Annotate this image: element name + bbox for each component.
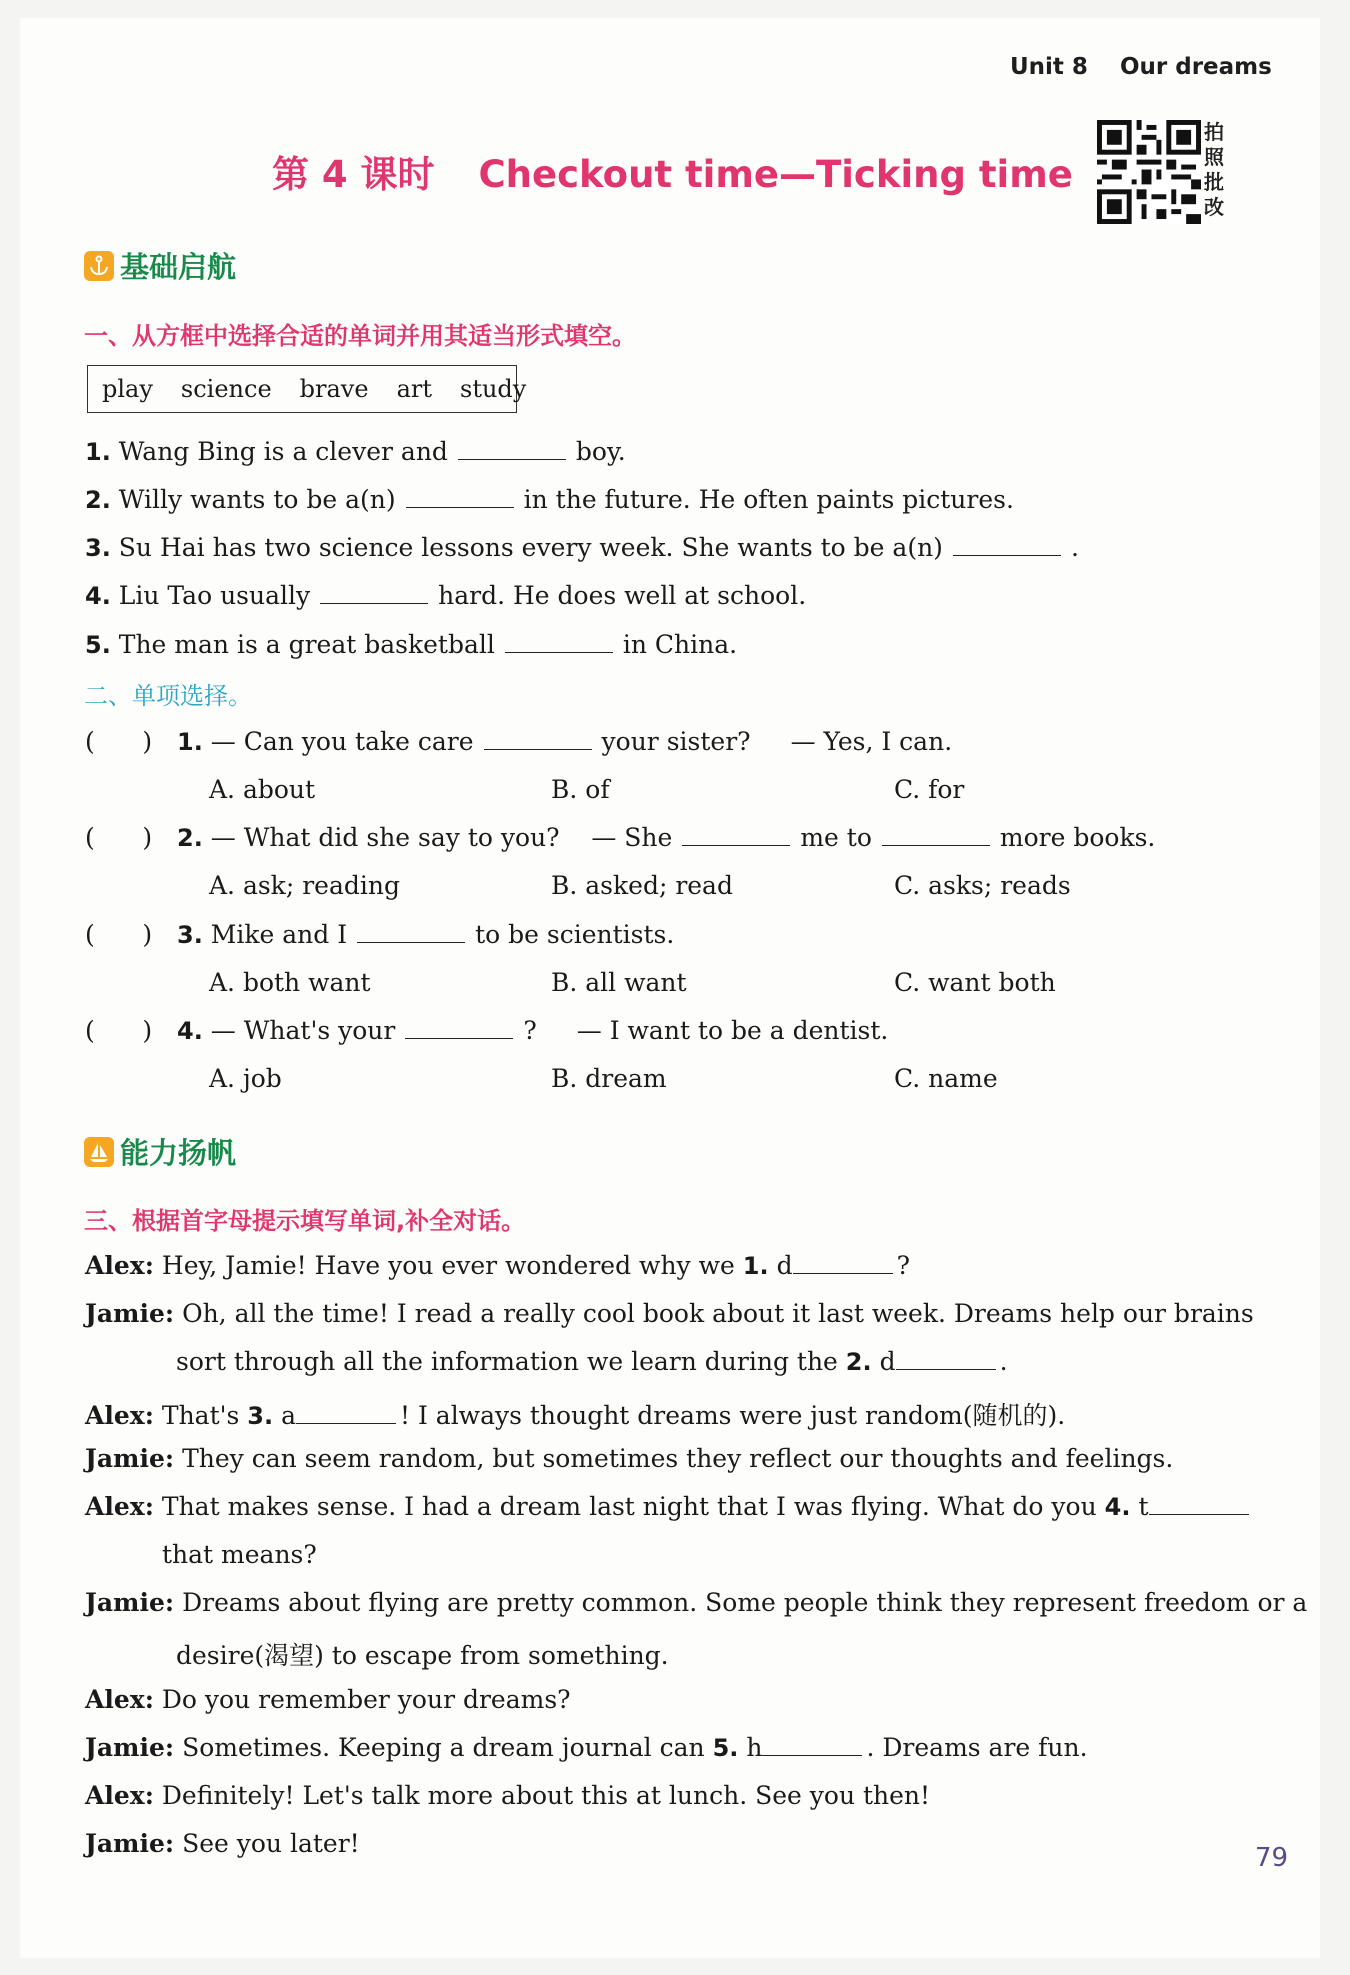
dialogue-line: Jamie: Oh, all the time! I read a really cool book about it last week. Dreams help our brains (85, 1299, 1254, 1328)
answer-blank[interactable] (882, 825, 990, 846)
dialogue-line: Alex: That makes sense. I had a dream last night that I was flying. What do you 4. t (85, 1492, 1253, 1521)
lesson-number: 第 4 课时 (272, 153, 435, 196)
sail-icon (84, 1137, 114, 1167)
option-b[interactable]: B. of (551, 775, 610, 804)
answer-blank[interactable] (1149, 1494, 1249, 1515)
fill-item: 2. Willy wants to be a(n) in the future. He often paints pictures. (85, 485, 1014, 514)
answer-blank[interactable] (296, 1403, 396, 1424)
choice-question: 1. — Can you take care your sister? — Yes, I can. (177, 727, 953, 756)
dialogue-line: Alex: Hey, Jamie! Have you ever wondered why we 1. d ? (85, 1251, 910, 1280)
section-heading-ability: 能力扬帆 (84, 1131, 236, 1172)
answer-blank[interactable] (320, 583, 428, 604)
answer-blank[interactable] (762, 1735, 862, 1756)
answer-paren[interactable]: ( ) (85, 920, 153, 949)
dialogue-line: Jamie: They can seem random, but sometimes they reflect our thoughts and feelings. (85, 1444, 1174, 1473)
word: study (460, 375, 527, 403)
answer-blank[interactable] (505, 632, 613, 653)
option-c[interactable]: C. want both (894, 968, 1056, 997)
answer-paren[interactable]: ( ) (85, 1016, 153, 1045)
choice-question: 3. Mike and I to be scientists. (177, 920, 675, 949)
option-c[interactable]: C. for (894, 775, 965, 804)
option-b[interactable]: B. asked; read (551, 871, 733, 900)
option-b[interactable]: B. dream (551, 1064, 667, 1093)
word: art (396, 375, 432, 403)
fill-item: 5. The man is a great basketball in China. (85, 630, 738, 659)
anchor-icon (84, 251, 114, 281)
dialogue-line: Jamie: Dreams about flying are pretty common. Some people think they represent freedom or a (85, 1588, 1308, 1617)
unit-header: Unit 8 Our dreams (1010, 54, 1272, 80)
word: brave (299, 375, 369, 403)
lesson-title (272, 144, 1073, 198)
word: play (102, 375, 153, 403)
answer-paren[interactable]: ( ) (85, 727, 153, 756)
part3-heading: 三、根据首字母提示填写单词,补全对话。 (84, 1207, 526, 1235)
option-a[interactable]: A. job (209, 1064, 282, 1093)
fill-item: 3. Su Hai has two science lessons every week. She wants to be a(n) . (85, 533, 1079, 562)
choice-question: 4. — What's your ? — I want to be a dentist. (177, 1016, 889, 1045)
option-c[interactable]: C. name (894, 1064, 998, 1093)
answer-blank[interactable] (406, 487, 514, 508)
option-a[interactable]: A. about (209, 775, 316, 804)
dialogue-line: Jamie: Sometimes. Keeping a dream journal can 5. h . Dreams are fun. (85, 1733, 1088, 1762)
answer-paren[interactable]: ( ) (85, 823, 153, 852)
word-box (87, 365, 527, 413)
fill-item: 4. Liu Tao usually hard. He does well at school. (85, 581, 807, 610)
part2-heading: 二、单项选择。 (84, 682, 252, 710)
qr-label: 拍 照 批 改 (1204, 120, 1224, 219)
section-heading-basic: 基础启航 (84, 245, 236, 286)
lesson-name: Checkout time—Ticking time (478, 153, 1073, 196)
choice-question: 2. — What did she say to you? — She me to more books. (177, 823, 1156, 852)
answer-blank[interactable] (896, 1349, 996, 1370)
dialogue-line: Alex: That's 3. a ! I always thought dreams were just random(随机的). (85, 1401, 1066, 1430)
answer-blank[interactable] (357, 922, 465, 943)
option-c[interactable]: C. asks; reads (894, 871, 1071, 900)
answer-blank[interactable] (405, 1018, 513, 1039)
dialogue-line: that means? (162, 1540, 317, 1569)
dialogue-line: Alex: Definitely! Let's talk more about this at lunch. See you then! (85, 1781, 931, 1810)
fill-item: 1. Wang Bing is a clever and boy. (85, 437, 626, 466)
answer-blank[interactable] (682, 825, 790, 846)
option-a[interactable]: A. both want (209, 968, 371, 997)
dialogue-line: desire(渴望) to escape from something. (176, 1641, 669, 1670)
answer-blank[interactable] (484, 729, 592, 750)
dialogue-line: Jamie: See you later! (85, 1829, 360, 1858)
answer-blank[interactable] (458, 439, 566, 460)
option-b[interactable]: B. all want (551, 968, 687, 997)
answer-blank[interactable] (953, 535, 1061, 556)
part1-heading: 一、从方框中选择合适的单词并用其适当形式填空。 (84, 322, 636, 350)
qr-code-icon[interactable] (1097, 120, 1201, 224)
option-a[interactable]: A. ask; reading (209, 871, 400, 900)
dialogue-line: sort through all the information we learn during the 2. d . (176, 1347, 1008, 1376)
answer-blank[interactable] (793, 1253, 893, 1274)
page-number: 79 (1255, 1843, 1289, 1873)
word: science (180, 375, 272, 403)
dialogue-line: Alex: Do you remember your dreams? (85, 1685, 571, 1714)
